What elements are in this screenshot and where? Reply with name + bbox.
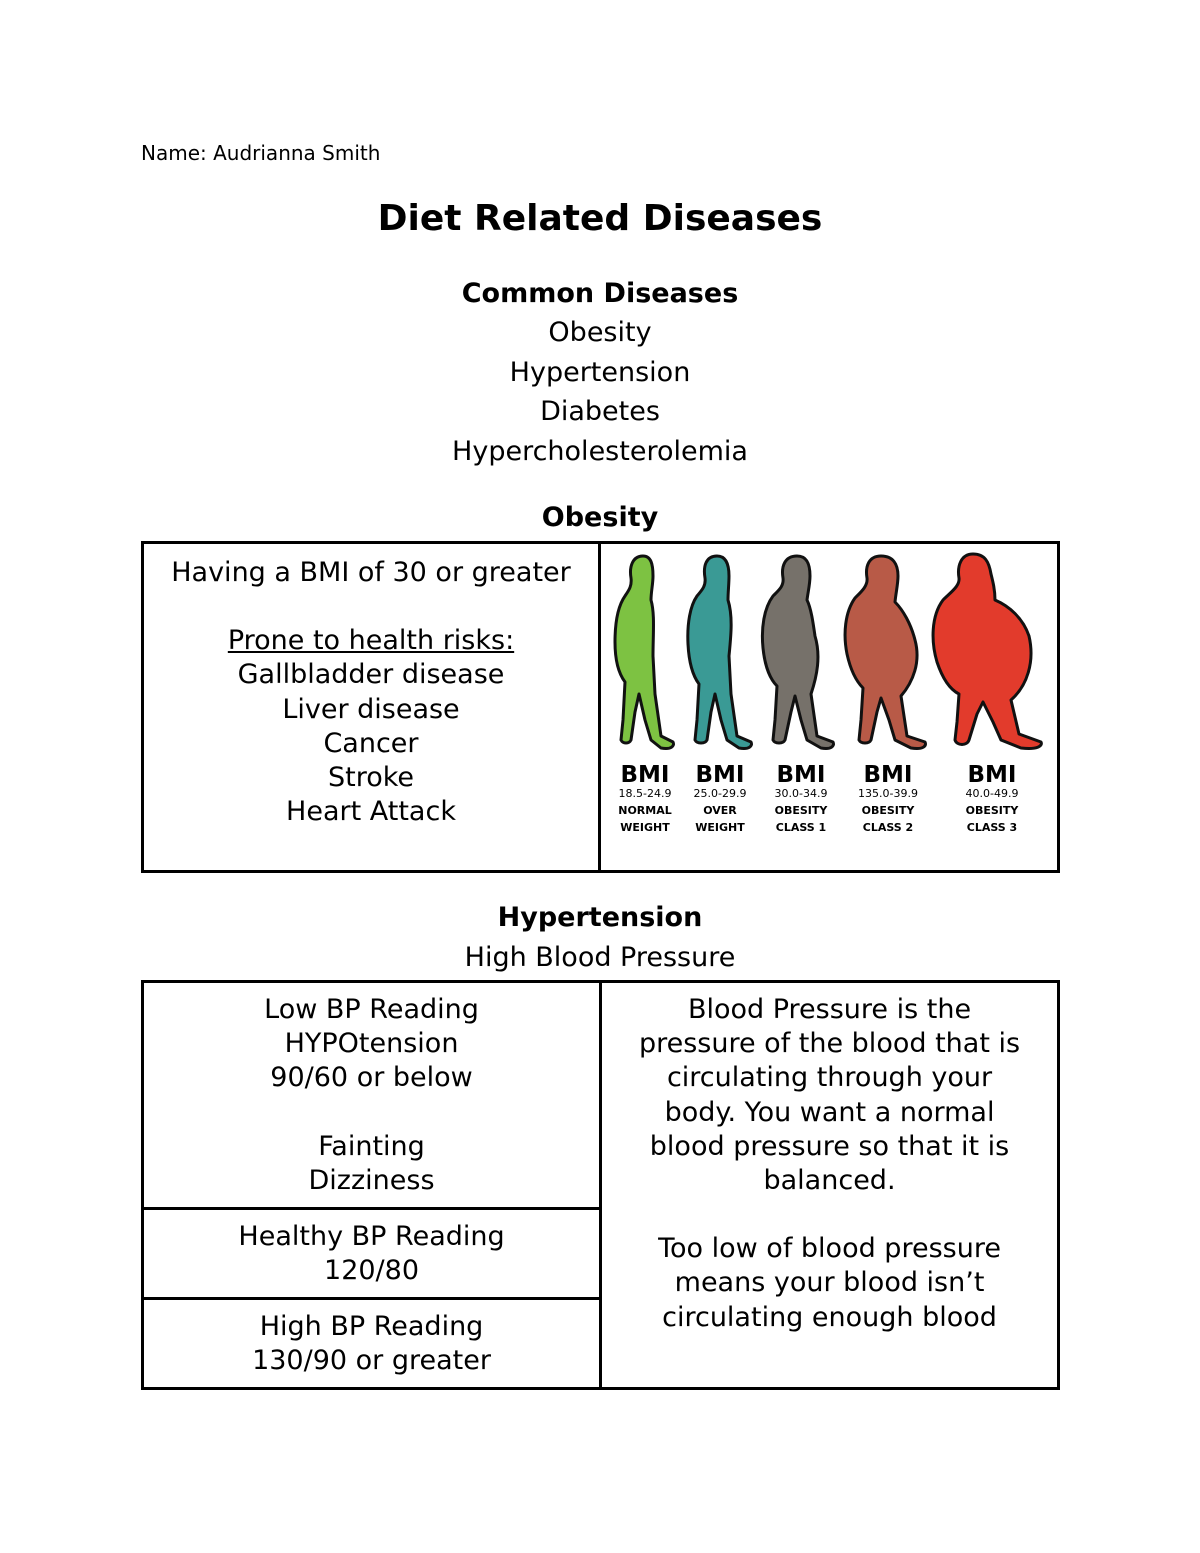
bmi-range: 40.0-49.9 <box>965 787 1019 800</box>
bmi-label: BMI <box>620 762 670 788</box>
bmi-figure-overweight <box>688 556 752 834</box>
bmi-image-cell <box>600 543 1059 872</box>
list-item: Obesity <box>548 317 652 348</box>
explanation-line: blood pressure so that it is <box>649 1130 1010 1162</box>
bmi-figures-illustration <box>601 544 1057 870</box>
bmi-category-line2: CLASS 1 <box>775 821 827 834</box>
low-bp-symptom: Dizziness <box>308 1164 435 1196</box>
low-bp-term: HYPOtension <box>284 1028 459 1060</box>
bmi-category-line2: WEIGHT <box>695 821 745 834</box>
blood-pressure-table <box>141 980 1060 1390</box>
bmi-range: 18.5-24.9 <box>618 787 672 800</box>
bmi-figure-class-2 <box>845 556 925 834</box>
bmi-range: 135.0-39.9 <box>858 787 918 800</box>
bmi-figure-class-1 <box>762 556 833 834</box>
explanation-line: Too low of blood pressure <box>658 1233 1001 1265</box>
risk-item: Heart Attack <box>286 796 456 828</box>
list-item: Hypercholesterolemia <box>452 435 748 467</box>
low-bp-symptom: Fainting <box>318 1130 425 1162</box>
hypertension-heading: Hypertension <box>497 902 703 933</box>
explanation-line: body. You want a normal <box>664 1096 995 1128</box>
bmi-label: BMI <box>695 762 745 788</box>
obesity-info-cell <box>143 543 600 872</box>
healthy-bp-cell <box>143 1209 601 1299</box>
explanation-line: circulating through your <box>666 1062 993 1094</box>
list-item: Diabetes <box>540 396 660 427</box>
silhouette-normal <box>615 556 674 749</box>
hypertension-subheading: High Blood Pressure <box>464 942 736 973</box>
bmi-figure-class-3 <box>933 554 1041 834</box>
high-bp-title: High BP Reading <box>259 1311 484 1342</box>
silhouette-class-2 <box>845 556 925 749</box>
low-bp-cell <box>143 982 601 1209</box>
low-bp-value: 90/60 or below <box>270 1062 473 1094</box>
explanation-line: balanced. <box>763 1165 896 1197</box>
risk-item: Gallbladder disease <box>237 659 505 691</box>
bmi-category-line2: CLASS 3 <box>966 821 1018 834</box>
healthy-bp-title: Healthy BP Reading <box>238 1221 505 1252</box>
obesity-definition: Having a BMI of 30 or greater <box>171 557 571 588</box>
page-title: Diet Related Diseases <box>377 198 823 239</box>
silhouette-class-3 <box>933 554 1041 749</box>
risk-item: Cancer <box>323 727 419 759</box>
obesity-table <box>141 541 1060 873</box>
explanation-line: means your blood isn’t <box>674 1267 985 1299</box>
explanation-line: pressure of the blood that is <box>638 1028 1021 1060</box>
bmi-label: BMI <box>863 762 913 788</box>
list-item: Hypertension <box>509 356 691 388</box>
risk-item: Liver disease <box>282 693 460 725</box>
obesity-heading: Obesity <box>541 502 659 533</box>
common-diseases-heading: Common Diseases <box>461 278 739 309</box>
student-name: Name: Audrianna Smith <box>141 141 381 165</box>
low-bp-title: Low BP Reading <box>264 994 479 1025</box>
common-diseases-list <box>141 313 1059 471</box>
bmi-label: BMI <box>967 762 1017 788</box>
risks-heading: Prone to health risks: <box>227 625 515 657</box>
bmi-label: BMI <box>776 762 826 788</box>
bmi-category-line1: OBESITY <box>861 804 915 817</box>
silhouette-overweight <box>688 556 752 749</box>
risk-item: Stroke <box>327 762 415 794</box>
silhouette-class-1 <box>762 556 833 749</box>
bmi-range: 25.0-29.9 <box>693 787 747 800</box>
bmi-category-line1: OBESITY <box>774 804 828 817</box>
bmi-range: 30.0-34.9 <box>774 787 828 800</box>
bmi-category-line1: OVER <box>703 804 737 817</box>
high-bp-cell <box>143 1299 601 1389</box>
bmi-category-line1: NORMAL <box>618 804 672 817</box>
healthy-bp-value: 120/80 <box>324 1255 420 1287</box>
explanation-line: circulating enough blood <box>662 1301 997 1333</box>
bmi-category-line2: WEIGHT <box>620 821 670 834</box>
bp-explanation-cell <box>601 982 1059 1389</box>
bmi-category-line1: OBESITY <box>965 804 1019 817</box>
explanation-line: Blood Pressure is the <box>687 994 972 1025</box>
high-bp-value: 130/90 or greater <box>252 1345 491 1377</box>
bmi-category-line2: CLASS 2 <box>862 821 914 834</box>
bmi-figure-normal <box>615 556 674 834</box>
